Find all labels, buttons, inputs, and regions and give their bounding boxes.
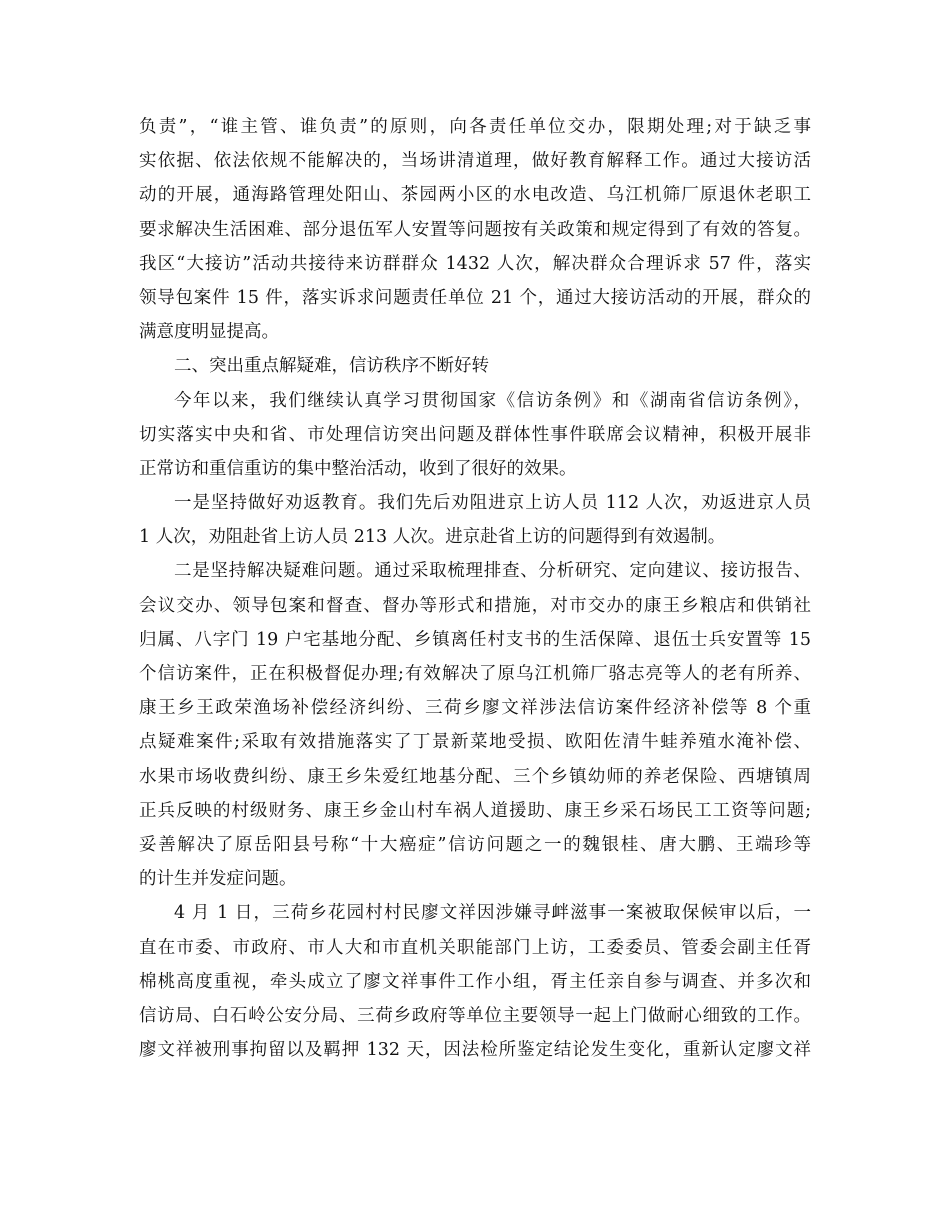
text-line: 1 人次，劝阻赴省上访人员 213 人次。进京赴省上访的问题得到有效遏制。 xyxy=(139,527,726,548)
text-line: 我区“大接访”活动共接待来访群群众 1432 人次，解决群众合理诉求 57 件，落实 xyxy=(139,253,811,274)
text-line: 正兵反映的村级财务、康王乡金山村车祸人道援助、康王乡采石场民工工资等问题; xyxy=(139,800,811,821)
document-body xyxy=(139,110,811,1067)
text-line: 信访局、白石岭公安分局、三荷乡政府等单位主要领导一起上门做耐心细致的工作。 xyxy=(139,1005,811,1026)
text-line: 一是坚持做好劝返教育。我们先后劝阻进京上访人员 112 人次，劝返进京人员 xyxy=(174,493,811,514)
text-line: 今年以来，我们继续认真学习贯彻国家《信访条例》和《湖南省信访条例》， xyxy=(174,390,811,411)
text-line: 棉桃高度重视，牵头成立了廖文祥事件工作小组，胥主任亲自参与调查、并多次和 xyxy=(139,971,811,992)
text-line: 切实落实中央和省、市处理信访突出问题及群体性事件联席会议精神，积极开展非 xyxy=(139,424,811,445)
text-line: 会议交办、领导包案和督查、督办等形式和措施，对市交办的康王乡粮店和供销社 xyxy=(139,595,811,616)
text-line: 实依据、依法依规不能解决的，当场讲清道理，做好教育解释工作。通过大接访活 xyxy=(139,151,811,172)
text-line: 满意度明显提高。 xyxy=(139,322,279,343)
text-line: 正常访和重信重访的集中整治活动，收到了很好的效果。 xyxy=(139,458,577,479)
text-line: 4 月 1 日，三荷乡花园村村民廖文祥因涉嫌寻衅滋事一案被取保候审以后，一 xyxy=(174,903,811,924)
text-line: 水果市场收费纠纷、康王乡朱爱红地基分配、三个乡镇幼师的养老保险、西塘镇周 xyxy=(139,766,811,787)
text-line: 直在市委、市政府、市人大和市直机关职能部门上访，工委委员、管委会副主任胥 xyxy=(139,937,811,958)
text-line: 点疑难案件;采取有效措施落实了丁景新菜地受损、欧阳佐清牛蛙养殖水淹补偿、 xyxy=(139,732,811,753)
text-line: 康王乡王政荣渔场补偿经济纠纷、三荷乡廖文祥涉法信访案件经济补偿等 8 个重 xyxy=(139,698,811,719)
text-line: 要求解决生活困难、部分退伍军人安置等问题按有关政策和规定得到了有效的答复。 xyxy=(139,219,811,240)
text-line: 二、突出重点解疑难，信访秩序不断好转 xyxy=(174,356,489,377)
text-line: 领导包案件 15 件，落实诉求问题责任单位 21 个，通过大接访活动的开展，群众的 xyxy=(139,287,811,308)
text-line: 的计生并发症问题。 xyxy=(139,869,297,890)
text-line: 动的开展，通海路管理处阳山、茶园两小区的水电改造、乌江机筛厂原退休老职工 xyxy=(139,185,811,206)
text-line: 妥善解决了原岳阳县号称“十大癌症”信访问题之一的魏银桂、唐大鹏、王端珍等 xyxy=(139,834,811,855)
text-line: 负责”，“谁主管、谁负责”的原则，向各责任单位交办，限期处理;对于缺乏事 xyxy=(139,117,811,137)
text-line: 个信访案件，正在积极督促办理;有效解决了原乌江机筛厂骆志亮等人的老有所养、 xyxy=(139,664,811,684)
text-line: 廖文祥被刑事拘留以及羁押 132 天，因法检所鉴定结论发生变化，重新认定廖文祥 xyxy=(139,1040,811,1061)
text-line: 归属、八字门 19 户宅基地分配、乡镇离任村支书的生活保障、退伍士兵安置等 15 xyxy=(139,629,811,650)
text-line: 二是坚持解决疑难问题。通过采取梳理排查、分析研究、定向建议、接访报告、 xyxy=(174,561,811,582)
